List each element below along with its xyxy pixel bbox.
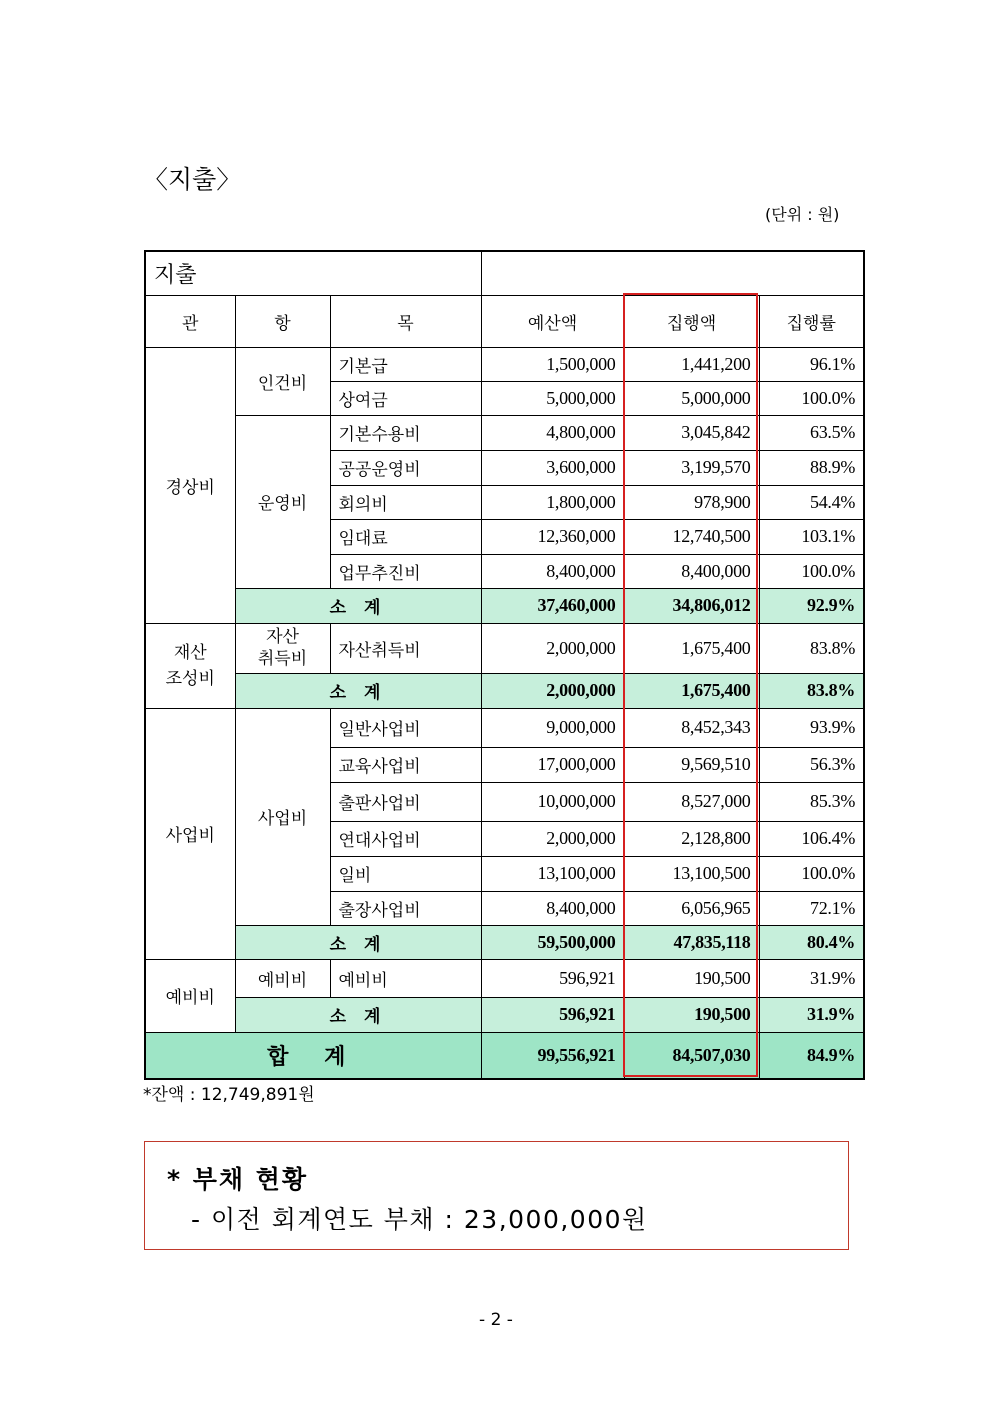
table-row <box>145 623 864 673</box>
page-number: - 2 - <box>479 1310 513 1330</box>
spent-cell: 2,128,800 <box>624 821 759 856</box>
rate-cell: 85.3% <box>759 782 864 821</box>
mok-cell: 기본급 <box>330 347 481 381</box>
hang-cell: 자산 취득비 <box>235 623 330 673</box>
rate-cell: 63.5% <box>759 415 864 450</box>
total-label: 합 계 <box>145 1032 481 1079</box>
budget-cell: 8,400,000 <box>481 554 624 588</box>
budget-cell: 4,800,000 <box>481 415 624 450</box>
budget-cell: 10,000,000 <box>481 782 624 821</box>
rate-cell: 88.9% <box>759 450 864 485</box>
subtotal-label: 소 계 <box>235 673 481 708</box>
mok-cell: 자산취득비 <box>330 623 481 673</box>
budget-cell: 2,000,000 <box>481 673 624 708</box>
budget-cell: 12,360,000 <box>481 519 624 554</box>
mok-cell: 업무추진비 <box>330 554 481 588</box>
debt-box <box>144 1141 849 1250</box>
gwan-cell: 사업비 <box>145 708 235 959</box>
mok-cell: 기본수용비 <box>330 415 481 450</box>
spent-cell: 3,199,570 <box>624 450 759 485</box>
rate-cell: 83.8% <box>759 623 864 673</box>
section-title: 〈지출〉 <box>143 165 242 194</box>
spent-cell: 9,569,510 <box>624 747 759 782</box>
rate-cell: 80.4% <box>759 925 864 959</box>
header-gwan: 관 <box>145 295 235 347</box>
mok-cell: 공공운영비 <box>330 450 481 485</box>
spent-cell: 1,675,400 <box>624 623 759 673</box>
budget-cell: 3,600,000 <box>481 450 624 485</box>
rate-cell: 100.0% <box>759 381 864 415</box>
balance-note: *잔액 : 12,749,891원 <box>143 1085 315 1105</box>
hang-cell: 운영비 <box>235 415 330 588</box>
table-title: 지출 <box>145 251 481 295</box>
gwan-cell: 경상비 <box>145 347 235 623</box>
header-mok: 목 <box>330 295 481 347</box>
rate-cell: 31.9% <box>759 959 864 997</box>
expenditure-table <box>144 250 865 1080</box>
spent-cell: 84,507,030 <box>624 1032 759 1079</box>
header-hang: 항 <box>235 295 330 347</box>
spent-cell: 13,100,500 <box>624 856 759 891</box>
budget-cell: 1,800,000 <box>481 485 624 519</box>
mok-cell: 상여금 <box>330 381 481 415</box>
unit-label: (단위 : 원) <box>765 205 840 224</box>
spent-cell: 978,900 <box>624 485 759 519</box>
hang-cell: 인건비 <box>235 347 330 415</box>
budget-cell: 596,921 <box>481 959 624 997</box>
rate-cell: 106.4% <box>759 821 864 856</box>
hang-cell: 예비비 <box>235 959 330 997</box>
mok-cell: 일비 <box>330 856 481 891</box>
spent-cell: 47,835,118 <box>624 925 759 959</box>
budget-cell: 2,000,000 <box>481 821 624 856</box>
spent-cell: 190,500 <box>624 997 759 1032</box>
spent-cell: 8,527,000 <box>624 782 759 821</box>
header-spent: 집행액 <box>624 295 759 347</box>
rate-cell: 72.1% <box>759 891 864 925</box>
spent-cell: 6,056,965 <box>624 891 759 925</box>
table-row <box>145 959 864 997</box>
header-budget: 예산액 <box>481 295 624 347</box>
gwan-cell: 예비비 <box>145 959 235 1032</box>
spent-cell: 12,740,500 <box>624 519 759 554</box>
budget-cell: 596,921 <box>481 997 624 1032</box>
total-row <box>145 1032 864 1079</box>
mok-cell: 예비비 <box>330 959 481 997</box>
spent-cell: 1,441,200 <box>624 347 759 381</box>
gwan-cell: 재산 조성비 <box>145 623 235 708</box>
budget-cell: 5,000,000 <box>481 381 624 415</box>
table-row <box>145 708 864 747</box>
spent-cell: 1,675,400 <box>624 673 759 708</box>
budget-cell: 17,000,000 <box>481 747 624 782</box>
subtotal-row <box>145 673 864 708</box>
subtotal-row <box>145 925 864 959</box>
rate-cell: 83.8% <box>759 673 864 708</box>
mok-cell: 출판사업비 <box>330 782 481 821</box>
rate-cell: 100.0% <box>759 554 864 588</box>
budget-cell: 13,100,000 <box>481 856 624 891</box>
header-row <box>145 295 864 347</box>
spent-cell: 190,500 <box>624 959 759 997</box>
rate-cell: 103.1% <box>759 519 864 554</box>
debt-title: * 부채 현황 <box>167 1165 309 1194</box>
debt-line: - 이전 회계연도 부채 : 23,000,000원 <box>191 1205 648 1234</box>
table-row <box>145 415 864 450</box>
rate-cell: 100.0% <box>759 856 864 891</box>
mok-cell: 일반사업비 <box>330 708 481 747</box>
spent-cell: 3,045,842 <box>624 415 759 450</box>
budget-cell: 99,556,921 <box>481 1032 624 1079</box>
spent-cell: 34,806,012 <box>624 588 759 623</box>
table-row <box>145 347 864 381</box>
table-title-blank <box>481 251 864 295</box>
subtotal-row <box>145 588 864 623</box>
subtotal-row <box>145 997 864 1032</box>
rate-cell: 56.3% <box>759 747 864 782</box>
mok-cell: 회의비 <box>330 485 481 519</box>
subtotal-label: 소 계 <box>235 997 481 1032</box>
budget-cell: 59,500,000 <box>481 925 624 959</box>
budget-cell: 1,500,000 <box>481 347 624 381</box>
spent-cell: 8,452,343 <box>624 708 759 747</box>
budget-cell: 2,000,000 <box>481 623 624 673</box>
rate-cell: 96.1% <box>759 347 864 381</box>
mok-cell: 연대사업비 <box>330 821 481 856</box>
subtotal-label: 소 계 <box>235 925 481 959</box>
mok-cell: 출장사업비 <box>330 891 481 925</box>
header-rate: 집행률 <box>759 295 864 347</box>
rate-cell: 84.9% <box>759 1032 864 1079</box>
budget-cell: 37,460,000 <box>481 588 624 623</box>
budget-cell: 9,000,000 <box>481 708 624 747</box>
rate-cell: 31.9% <box>759 997 864 1032</box>
spent-cell: 8,400,000 <box>624 554 759 588</box>
mok-cell: 임대료 <box>330 519 481 554</box>
rate-cell: 93.9% <box>759 708 864 747</box>
hang-cell: 사업비 <box>235 708 330 925</box>
rate-cell: 92.9% <box>759 588 864 623</box>
subtotal-label: 소 계 <box>235 588 481 623</box>
rate-cell: 54.4% <box>759 485 864 519</box>
mok-cell: 교육사업비 <box>330 747 481 782</box>
spent-cell: 5,000,000 <box>624 381 759 415</box>
budget-cell: 8,400,000 <box>481 891 624 925</box>
